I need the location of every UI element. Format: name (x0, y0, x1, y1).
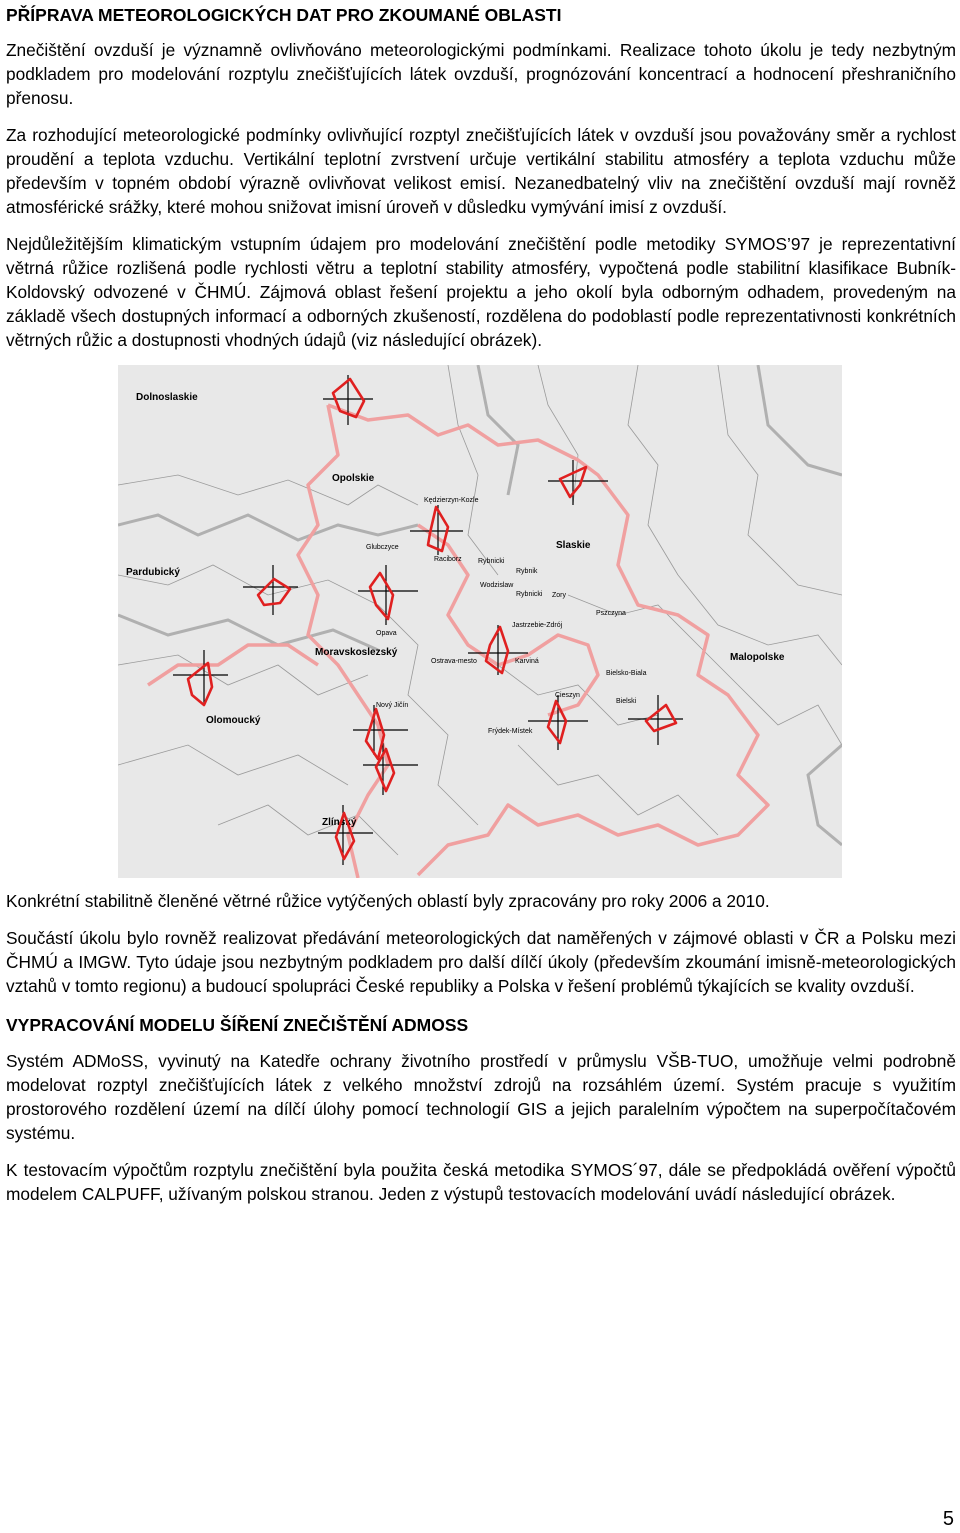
place-label: Opava (376, 630, 397, 637)
map-figure (118, 365, 842, 878)
page-number: 5 (942, 1508, 954, 1530)
place-label: Frýdek-Místek (488, 728, 533, 735)
place-label: Wodzislaw (480, 582, 514, 589)
paragraph: Nejdůležitějším klimatickým vstupním údajem pro modelování znečištění podle metodiky SYMOS’97 je reprezentativní větrná růžice rozlišená podle rychlosti větru a teplotní stability atmosféry, vypočtená podle stabilitní klasifikace Bubník-Koldovský odvozené v ČHMÚ. Zájmová oblast řešení projektu a jeho okolí byla odborným odhadem, provedeným na základě všech dostupných informací a odborných zkušeností, rozdělena do podoblastí podle reprezentativnosti konkrétních větrných růžic a dostupnosti vhodných údajů (viz následující obrázek). (6, 234, 956, 350)
place-label: Rybnik (516, 568, 538, 575)
paragraph: K testovacím výpočtům rozptylu znečištění byla použita česká metodika SYMOS´97, dále se předpokládá ověření výpočtů modelem CALPUFF, užívaným polskou stranou. Jeden z výstupů testovacích modelování uvádí následující obrázek. (6, 1160, 956, 1204)
section-title-admoss: VYPRACOVÁNÍ MODELU ŠÍŘENÍ ZNEČIŠTĚNÍ ADMOSS (6, 1015, 469, 1035)
place-label: Cieszyn (555, 692, 580, 699)
region-label-dolnoslaskie: Dolnoslaskie (136, 392, 198, 403)
place-label: Rybnicki (478, 558, 505, 565)
region-label-moravskoslezsky: Moravskoslezský (315, 647, 398, 658)
place-label: Zory (552, 592, 566, 599)
place-label: Jastrzebie-Zdrój (512, 622, 563, 629)
place-label: Glubczyce (366, 544, 399, 551)
region-label-malopolske: Malopolske (730, 652, 785, 663)
place-label: Nový Jičín (376, 702, 409, 709)
place-label: Ostrava-mesto (431, 658, 477, 665)
region-label-zlinsky: Zlínský (322, 817, 357, 828)
region-label-slaskie: Slaskie (556, 540, 591, 551)
wind-rose-map (118, 365, 842, 878)
place-label: Rybnicki (516, 591, 543, 598)
region-label-opolskie: Opolskie (332, 473, 375, 484)
paragraph: Za rozhodující meteorologické podmínky ovlivňující rozptyl znečišťujících látek v ovzduší jsou považovány směr a rychlost proudění a teplota vzduchu. Vertikální teplotní zvrstvení určuje vertikální stabilitu atmosféry a teplota vzduchu může především v topném období výrazně ovlivňovat velikost emisí. Nezanedbatelný vliv na znečištění ovzduší mají rovněž atmosférické srážky, které mohou snižovat imisní úroveň v důsledku vymývání imisí z ovzduší. (6, 125, 956, 217)
document-page (6, 4, 956, 1219)
place-label: Karviná (515, 658, 539, 665)
region-label-olomoucky: Olomoucký (206, 715, 261, 726)
paragraph: Systém ADMoSS, vyvinutý na Katedře ochrany životního prostředí v průmyslu VŠB-TUO, umožňuje velmi podrobně modelovat rozptyl znečišťujících látek z velkého množství zdrojů na rozsáhlém území. Systém pracuje s využitím prostorového rozdělení území na dílčí úlohy pomocí technologií GIS a jejich paralelním výpočtem na superpočítačovém systému. (6, 1051, 956, 1143)
place-label: Kędzierzyn-Kozle (424, 497, 479, 504)
paragraph: Znečištění ovzduší je významně ovlivňováno meteorologickými podmínkami. Realizace tohoto úkolu je tedy nezbytným podkladem pro modelování rozptylu znečišťujících látek ovzduší, prognózování koncentrací a hodnocení přeshraničního přenosu. (6, 40, 956, 108)
region-label-pardubicky: Pardubický (126, 567, 180, 578)
place-label: Bielski (616, 698, 637, 705)
paragraph: Součástí úkolu bylo rovněž realizovat předávání meteorologických dat naměřených v zájmové oblasti v ČR a Polsku mezi ČHMÚ a IMGW. Tyto údaje jsou nezbytným podkladem pro další dílčí úkoly (především zkoumání imisně-meteorologických vztahů v tomto regionu) a budoucí spolupráci České republiky a Polska v řešení problémů týkajících se kvality ovzduší. (6, 928, 956, 996)
place-label: Bielsko-Biala (606, 670, 647, 677)
paragraph: Konkrétní stabilitně členěné větrné růžice vytýčených oblastí byly zpracovány pro roky 2006 a 2010. (6, 891, 770, 911)
place-label: Pszczyna (596, 610, 626, 617)
place-label: Raciborz (434, 556, 462, 563)
section-title-meteo: PŘÍPRAVA METEOROLOGICKÝCH DAT PRO ZKOUMANÉ OBLASTI (6, 5, 562, 25)
